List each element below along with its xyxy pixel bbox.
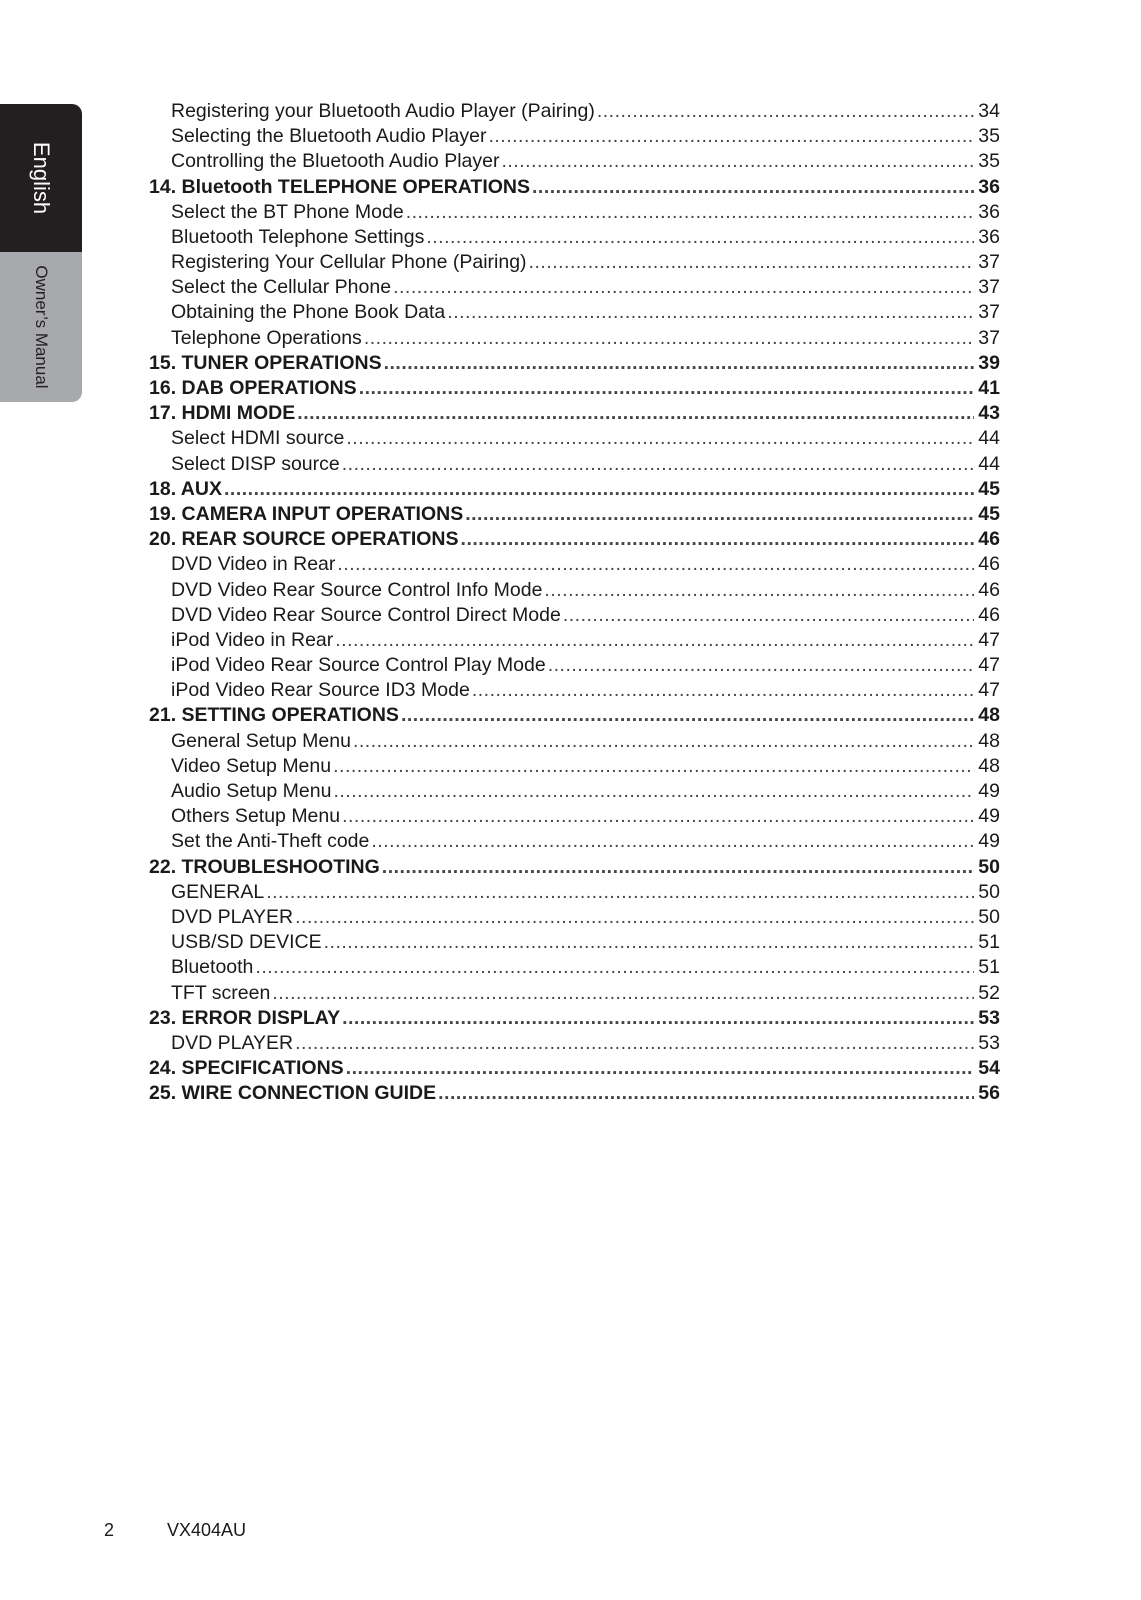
toc-entry-title: Select the Cellular Phone xyxy=(171,276,392,299)
toc-entry xyxy=(149,124,1000,149)
toc-entry xyxy=(149,779,1000,804)
toc-entry-title: DVD Video in Rear xyxy=(171,553,336,576)
toc-entry-page: 36 xyxy=(978,175,1000,198)
manual-label: Owner’s Manual xyxy=(32,265,51,389)
toc-entry-page: 48 xyxy=(978,704,1000,727)
toc-entry-page: 49 xyxy=(978,830,1000,853)
toc-dot-leader xyxy=(597,99,974,124)
toc-entry-page: 36 xyxy=(978,225,1000,248)
footer-page-number: 2 xyxy=(104,1520,115,1540)
toc-entry xyxy=(149,704,1000,729)
toc-dot-leader xyxy=(337,552,974,577)
toc-entry-page: 56 xyxy=(978,1082,1000,1105)
toc-entry-page: 45 xyxy=(978,502,1000,525)
toc-entry-title: Others Setup Menu xyxy=(171,805,341,828)
toc-dot-leader xyxy=(465,502,974,527)
toc-entry-page: 37 xyxy=(978,251,1000,274)
toc-dot-leader xyxy=(447,300,974,325)
toc-entry xyxy=(149,628,1000,653)
toc-entry xyxy=(149,1031,1000,1056)
toc-entry xyxy=(149,1006,1000,1031)
toc-entry-title: 23. ERROR DISPLAY xyxy=(149,1006,341,1029)
toc-entry-title: Registering Your Cellular Phone (Pairing) xyxy=(171,251,527,274)
toc-dot-leader xyxy=(346,426,974,451)
toc-entry-title: 21. SETTING OPERATIONS xyxy=(149,704,399,727)
toc-entry xyxy=(149,376,1000,401)
toc-entry xyxy=(149,653,1000,678)
toc-entry-title: 18. AUX xyxy=(149,477,222,500)
toc-dot-leader xyxy=(335,628,974,653)
toc-entry-page: 51 xyxy=(978,956,1000,979)
table-of-contents xyxy=(149,99,1000,1107)
toc-entry xyxy=(149,603,1000,628)
toc-dot-leader xyxy=(342,804,974,829)
toc-entry-title: 20. REAR SOURCE OPERATIONS xyxy=(149,528,459,551)
toc-entry-page: 50 xyxy=(978,855,1000,878)
toc-entry xyxy=(149,477,1000,502)
toc-entry-page: 36 xyxy=(978,200,1000,223)
toc-entry xyxy=(149,326,1000,351)
toc-entry-page: 51 xyxy=(978,931,1000,954)
toc-dot-leader xyxy=(266,880,974,905)
toc-entry-title: 17. HDMI MODE xyxy=(149,402,296,425)
toc-dot-leader xyxy=(501,149,974,174)
toc-dot-leader xyxy=(401,703,974,728)
toc-entry-page: 44 xyxy=(978,452,1000,475)
toc-dot-leader xyxy=(359,376,974,401)
toc-entry xyxy=(149,729,1000,754)
toc-entry-page: 50 xyxy=(978,905,1000,928)
toc-entry-page: 46 xyxy=(978,578,1000,601)
toc-entry-page: 35 xyxy=(978,125,1000,148)
toc-entry xyxy=(149,829,1000,854)
toc-dot-leader xyxy=(438,1081,974,1106)
toc-dot-leader xyxy=(342,1006,974,1031)
toc-dot-leader xyxy=(461,527,974,552)
toc-entry xyxy=(149,1081,1000,1106)
toc-entry-page: 43 xyxy=(978,402,1000,425)
toc-entry xyxy=(149,955,1000,980)
toc-entry-page: 46 xyxy=(978,603,1000,626)
toc-dot-leader xyxy=(371,829,974,854)
toc-entry-page: 54 xyxy=(978,1057,1000,1080)
toc-entry xyxy=(149,880,1000,905)
toc-entry-title: USB/SD DEVICE xyxy=(171,931,322,954)
toc-entry-page: 35 xyxy=(978,150,1000,173)
toc-entry-page: 53 xyxy=(978,1006,1000,1029)
toc-dot-leader xyxy=(364,326,974,351)
toc-entry-page: 37 xyxy=(978,301,1000,324)
toc-entry-title: 16. DAB OPERATIONS xyxy=(149,377,357,400)
toc-dot-leader xyxy=(295,1031,974,1056)
toc-entry-title: Selecting the Bluetooth Audio Player xyxy=(171,125,487,148)
toc-entry-page: 34 xyxy=(978,99,1000,122)
toc-entry-title: Bluetooth Telephone Settings xyxy=(171,225,425,248)
toc-entry-title: Audio Setup Menu xyxy=(171,780,332,803)
toc-dot-leader xyxy=(393,275,974,300)
toc-entry-page: 50 xyxy=(978,880,1000,903)
toc-entry xyxy=(149,225,1000,250)
toc-entry-page: 46 xyxy=(978,528,1000,551)
toc-entry-title: Telephone Operations xyxy=(171,326,362,349)
toc-entry xyxy=(149,578,1000,603)
toc-dot-leader xyxy=(548,653,974,678)
toc-entry-page: 53 xyxy=(978,1031,1000,1054)
toc-entry-page: 47 xyxy=(978,654,1000,677)
toc-entry xyxy=(149,905,1000,930)
toc-entry xyxy=(149,149,1000,174)
toc-dot-leader xyxy=(563,603,974,628)
toc-dot-leader xyxy=(532,175,974,200)
toc-entry xyxy=(149,175,1000,200)
toc-entry-title: TFT screen xyxy=(171,981,271,1004)
toc-entry-page: 48 xyxy=(978,729,1000,752)
toc-dot-leader xyxy=(382,855,974,880)
toc-entry xyxy=(149,754,1000,779)
toc-entry xyxy=(149,452,1000,477)
toc-entry-page: 49 xyxy=(978,780,1000,803)
toc-entry xyxy=(149,426,1000,451)
toc-entry-title: 15. TUNER OPERATIONS xyxy=(149,351,382,374)
toc-entry-title: Select the BT Phone Mode xyxy=(171,200,404,223)
toc-entry-title: DVD PLAYER xyxy=(171,1031,294,1054)
toc-entry-title: DVD PLAYER xyxy=(171,905,294,928)
toc-entry xyxy=(149,401,1000,426)
toc-entry-title: Select DISP source xyxy=(171,452,340,475)
toc-entry xyxy=(149,99,1000,124)
toc-entry-title: Select HDMI source xyxy=(171,427,345,450)
toc-dot-leader xyxy=(353,729,974,754)
toc-entry-page: 37 xyxy=(978,276,1000,299)
toc-entry xyxy=(149,301,1000,326)
toc-dot-leader xyxy=(295,905,974,930)
toc-dot-leader xyxy=(224,477,974,502)
toc-dot-leader xyxy=(333,779,974,804)
toc-entry xyxy=(149,804,1000,829)
toc-entry-title: 14. Bluetooth TELEPHONE OPERATIONS xyxy=(149,175,531,198)
toc-dot-leader xyxy=(342,452,974,477)
toc-entry xyxy=(149,1056,1000,1081)
toc-entry-title: Controlling the Bluetooth Audio Player xyxy=(171,150,500,173)
toc-entry-title: Video Setup Menu xyxy=(171,754,332,777)
toc-dot-leader xyxy=(324,930,974,955)
toc-entry-title: 19. CAMERA INPUT OPERATIONS xyxy=(149,502,464,525)
toc-dot-leader xyxy=(272,981,974,1006)
toc-entry-title: Registering your Bluetooth Audio Player (Pairing) xyxy=(171,99,595,122)
language-label: English xyxy=(29,141,54,215)
toc-entry-title: iPod Video Rear Source ID3 Mode xyxy=(171,679,470,702)
toc-dot-leader xyxy=(333,754,974,779)
toc-entry xyxy=(149,855,1000,880)
toc-dot-leader xyxy=(346,1056,974,1081)
toc-entry xyxy=(149,502,1000,527)
toc-entry-title: Obtaining the Phone Book Data xyxy=(171,301,446,324)
toc-entry-page: 41 xyxy=(978,377,1000,400)
toc-entry xyxy=(149,351,1000,376)
toc-entry xyxy=(149,552,1000,577)
toc-entry-title: General Setup Menu xyxy=(171,729,351,752)
toc-dot-leader xyxy=(384,351,974,376)
toc-entry-title: 24. SPECIFICATIONS xyxy=(149,1057,344,1080)
manual-tab xyxy=(0,252,82,402)
toc-dot-leader xyxy=(297,401,974,426)
toc-entry-page: 46 xyxy=(978,553,1000,576)
toc-dot-leader xyxy=(529,250,974,275)
toc-dot-leader xyxy=(544,578,974,603)
toc-entry-page: 52 xyxy=(978,981,1000,1004)
toc-entry xyxy=(149,527,1000,552)
toc-dot-leader xyxy=(255,955,974,980)
toc-entry xyxy=(149,930,1000,955)
toc-entry-title: Bluetooth xyxy=(171,956,254,979)
toc-entry-page: 49 xyxy=(978,805,1000,828)
toc-dot-leader xyxy=(406,200,974,225)
toc-entry-title: GENERAL xyxy=(171,880,265,903)
toc-entry-page: 39 xyxy=(978,351,1000,374)
toc-entry-title: DVD Video Rear Source Control Direct Mode xyxy=(171,603,561,626)
toc-entry-title: DVD Video Rear Source Control Info Mode xyxy=(171,578,543,601)
toc-entry-title: iPod Video Rear Source Control Play Mode xyxy=(171,654,546,677)
toc-entry xyxy=(149,200,1000,225)
toc-entry-page: 44 xyxy=(978,427,1000,450)
toc-entry xyxy=(149,678,1000,703)
toc-entry-page: 47 xyxy=(978,628,1000,651)
toc-dot-leader xyxy=(472,678,974,703)
toc-entry xyxy=(149,981,1000,1006)
toc-entry-page: 45 xyxy=(978,477,1000,500)
toc-entry-title: Set the Anti-Theft code xyxy=(171,830,370,853)
toc-entry-page: 47 xyxy=(978,679,1000,702)
toc-entry-title: 22. TROUBLESHOOTING xyxy=(149,855,380,878)
language-tab xyxy=(0,104,82,252)
footer-model-name: VX404AU xyxy=(167,1520,247,1540)
toc-entry-page: 37 xyxy=(978,326,1000,349)
toc-entry-page: 48 xyxy=(978,754,1000,777)
toc-entry-title: iPod Video in Rear xyxy=(171,628,334,651)
toc-dot-leader xyxy=(488,124,974,149)
toc-dot-leader xyxy=(426,225,974,250)
toc-entry-title: 25. WIRE CONNECTION GUIDE xyxy=(149,1082,437,1105)
toc-entry xyxy=(149,250,1000,275)
toc-entry xyxy=(149,275,1000,300)
